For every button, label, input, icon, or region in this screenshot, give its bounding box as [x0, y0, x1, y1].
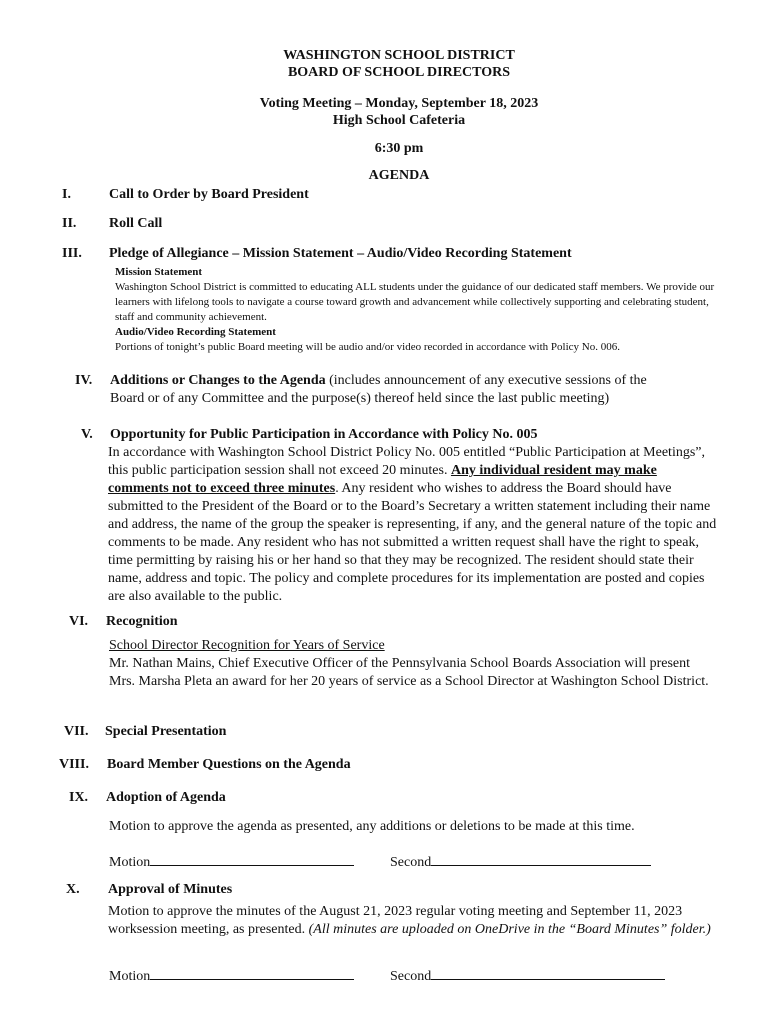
meeting-time: 6:30 pm — [374, 141, 424, 156]
item-iv-note-line2-wrap — [110, 391, 609, 407]
item-number-ii: II. — [62, 216, 77, 231]
minutes-second-label: Second — [390, 969, 432, 984]
minutes-motion-text — [108, 903, 734, 939]
meeting-location: High School Cafeteria — [332, 113, 466, 128]
item-number-iii: III. — [62, 246, 82, 261]
item-title-x: Approval of Minutes — [108, 882, 233, 897]
minutes-motion-label: Motion — [109, 969, 151, 984]
item-title-i: Call to Order by Board President — [109, 187, 309, 202]
item-title-v: Opportunity for Public Participation in Accordance with Policy No. 005 — [110, 427, 538, 442]
item-iv-note-line1: (includes announcement of any executive sessions of the — [329, 373, 647, 388]
item-title-ix: Adoption of Agenda — [106, 790, 226, 805]
minutes-second-line — [390, 966, 665, 985]
item-number-iv: IV. — [75, 373, 93, 388]
item-number-vii: VII. — [64, 724, 89, 739]
public-participation-text-a: In accordance with Washington School District Policy No. 005 entitled “Public Participation at Meetings”, this public participation session shall not exceed 20 minutes. — [108, 445, 705, 478]
meeting-date: Voting Meeting – Monday, September 18, 2023 — [259, 96, 539, 111]
adoption-second-line — [390, 852, 651, 871]
av-statement-text: Portions of tonight’s public Board meeting will be audio and/or video recorded in accordance with Policy No. 006. — [115, 341, 620, 353]
item-number-ix: IX. — [69, 790, 89, 805]
recognition-subheading: School Director Recognition for Years of Service — [109, 638, 385, 653]
minutes-motion-blank — [150, 966, 354, 980]
item-number-viii: VIII. — [59, 757, 89, 772]
item-title-iii: Pledge of Allegiance – Mission Statement – Audio/Video Recording Statement — [109, 246, 572, 261]
adoption-motion-line — [109, 852, 354, 871]
public-participation-text — [108, 444, 720, 606]
item-number-x: X. — [66, 882, 80, 897]
second-label: Second — [390, 855, 432, 870]
motion-label: Motion — [109, 855, 151, 870]
recognition-text: Mr. Nathan Mains, Chief Executive Officer of the Pennsylvania School Boards Association will present Mrs. Marsha Pleta an award for her 20 years of service as a School Director at Washington School District. — [109, 656, 709, 689]
item-iv-note-line2: Board or of any Committee and the purpose(s) thereof held since the last public meeting) — [110, 391, 610, 406]
public-participation-text-b: . Any resident who wishes to address the Board should have submitted to the President of the Board or to the Board’s Secretary a written statement including their name and address, the name of the group the speaker is representing, if any, and the general nature of the topic and comments to be made. Any resident who has not submitted a written request shall have the right to speak, time permitting by raising his or her hand so that they may be recognized. The resident should state their name, address and topic. The policy and complete procedures for its implementation are posted and copies are also available to the public. — [108, 481, 717, 604]
item-number-v: V. — [81, 427, 93, 442]
item-title-ii: Roll Call — [109, 216, 163, 231]
mission-statement-text: Washington School District is committed to educating ALL students under the guidance of our dedicated staff members. We provide our learners with lifelong tools to navigate a course toward growth and advancement while collectively supporting and celebrating student, staff and community achievement. — [115, 281, 715, 323]
item-title-viii: Board Member Questions on the Agenda — [107, 757, 351, 772]
agenda-heading: AGENDA — [368, 168, 430, 183]
item-title-vi: Recognition — [106, 614, 178, 629]
board-name: BOARD OF SCHOOL DIRECTORS — [287, 65, 511, 80]
mission-statement-heading: Mission Statement — [115, 266, 203, 278]
item-number-i: I. — [62, 187, 71, 202]
item-title-iv — [110, 373, 647, 389]
adoption-motion-text: Motion to approve the agenda as presented, any additions or deletions to be made at this time. — [109, 819, 635, 834]
item-title-vii: Special Presentation — [105, 724, 227, 739]
av-statement-heading: Audio/Video Recording Statement — [115, 326, 276, 338]
minutes-motion-line — [109, 966, 354, 985]
item-number-vi: VI. — [69, 614, 89, 629]
district-name: WASHINGTON SCHOOL DISTRICT — [283, 48, 515, 63]
second-blank — [431, 852, 651, 866]
item-title-iv-text: Additions or Changes to the Agenda — [110, 373, 326, 388]
three-minute-rule: Any individual resident may make comments not to exceed three minutes — [108, 463, 657, 496]
mission-statement-block — [115, 265, 715, 355]
motion-blank — [150, 852, 354, 866]
minutes-second-blank — [431, 966, 665, 980]
minutes-motion-main: Motion to approve the minutes of the August 21, 2023 regular voting meeting and September 11, 2023 worksession meeting, as presented. — [108, 904, 683, 937]
minutes-motion-note: (All minutes are uploaded on OneDrive in the “Board Minutes” folder.) — [308, 922, 711, 937]
